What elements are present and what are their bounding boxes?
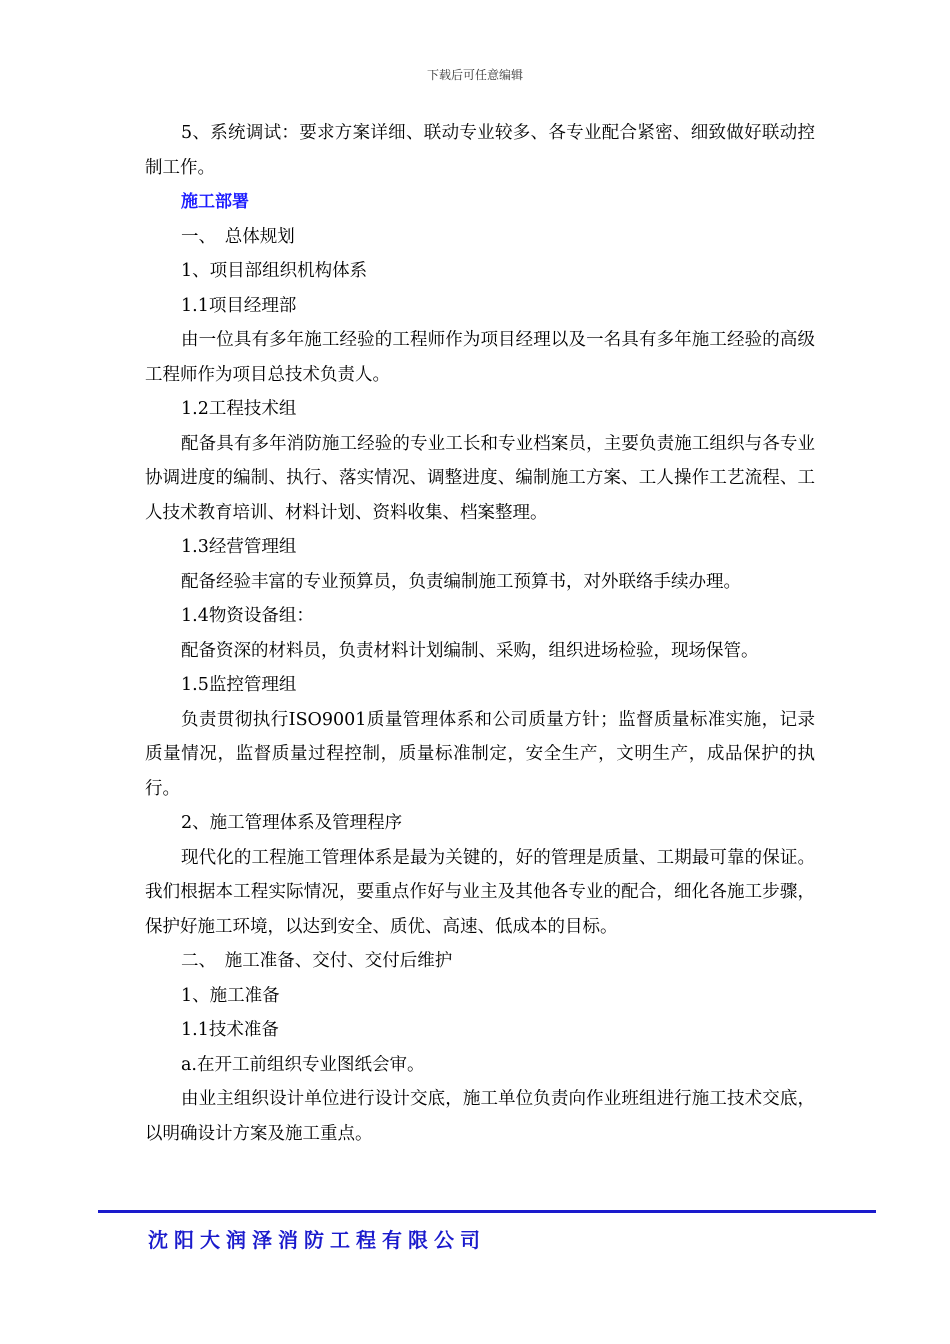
paragraph: 一、 总体规划 [181,226,295,247]
footer-divider [98,1210,876,1213]
company-name: 沈阳大润泽消防工程有限公司 [148,1228,486,1252]
paragraph: 1.2工程技术组 [181,399,297,419]
paragraph: 负责贯彻执行ISO9001质量管理体系和公司质量方针；监督质量标准实施，记录质量情况，监督质量过程控制，质量标准制定，安全生产，文明生产，成品保护的执行。 [145,709,815,799]
paragraph: 配备经验丰富的专业预算员，负责编制施工预算书，对外联络手续办理。 [181,571,741,592]
paragraph: 2、施工管理体系及管理程序 [181,813,403,833]
paragraph: 配备具有多年消防施工经验的专业工长和专业档案员，主要负责施工组织与各专业协调进度的编制、执行、落实情况、调整进度、编制施工方案、工人操作工艺流程、工人技术教育培训、材料计划、资料收集、档案整理。 [145,433,815,523]
paragraph: 1.3经营管理组 [181,537,297,557]
paragraph: 1、项目部组织机构体系 [181,261,368,281]
page-header: 下载后可任意编辑 [426,68,523,82]
paragraph: 配备资深的材料员，负责材料计划编制、采购，组织进场检验，现场保管。 [181,640,759,661]
document-body [145,116,815,1151]
paragraph: 由业主组织设计单位进行设计交底，施工单位负责向作业班组进行施工技术交底，以明确设计方案及施工重点。 [145,1089,815,1144]
paragraph: 1.5监控管理组 [181,675,297,695]
paragraph: 5、系统调试：要求方案详细、联动专业较多、各专业配合紧密、细致做好联动控制工作。 [145,123,815,178]
paragraph: 现代化的工程施工管理体系是最为关键的，好的管理是质量、工期最可靠的保证。我们根据本工程实际情况，要重点作好与业主及其他各专业的配合，细化各施工步骤，保护好施工环境，以达到安全、质优、高速、低成本的目标。 [145,847,815,937]
paragraph: 1.4物资设备组： [181,606,314,626]
paragraph: 二、 施工准备、交付、交付后维护 [181,951,453,971]
paragraph: 由一位具有多年施工经验的工程师作为项目经理以及一名具有多年施工经验的高级工程师作为项目总技术负责人。 [145,330,815,385]
paragraph: 1、施工准备 [181,985,280,1006]
paragraph: a.在开工前组织专业图纸会审。 [181,1054,425,1075]
section-heading: 施工部署 [181,192,249,212]
paragraph: 1.1项目经理部 [181,295,297,316]
paragraph: 1.1技术准备 [181,1020,279,1040]
